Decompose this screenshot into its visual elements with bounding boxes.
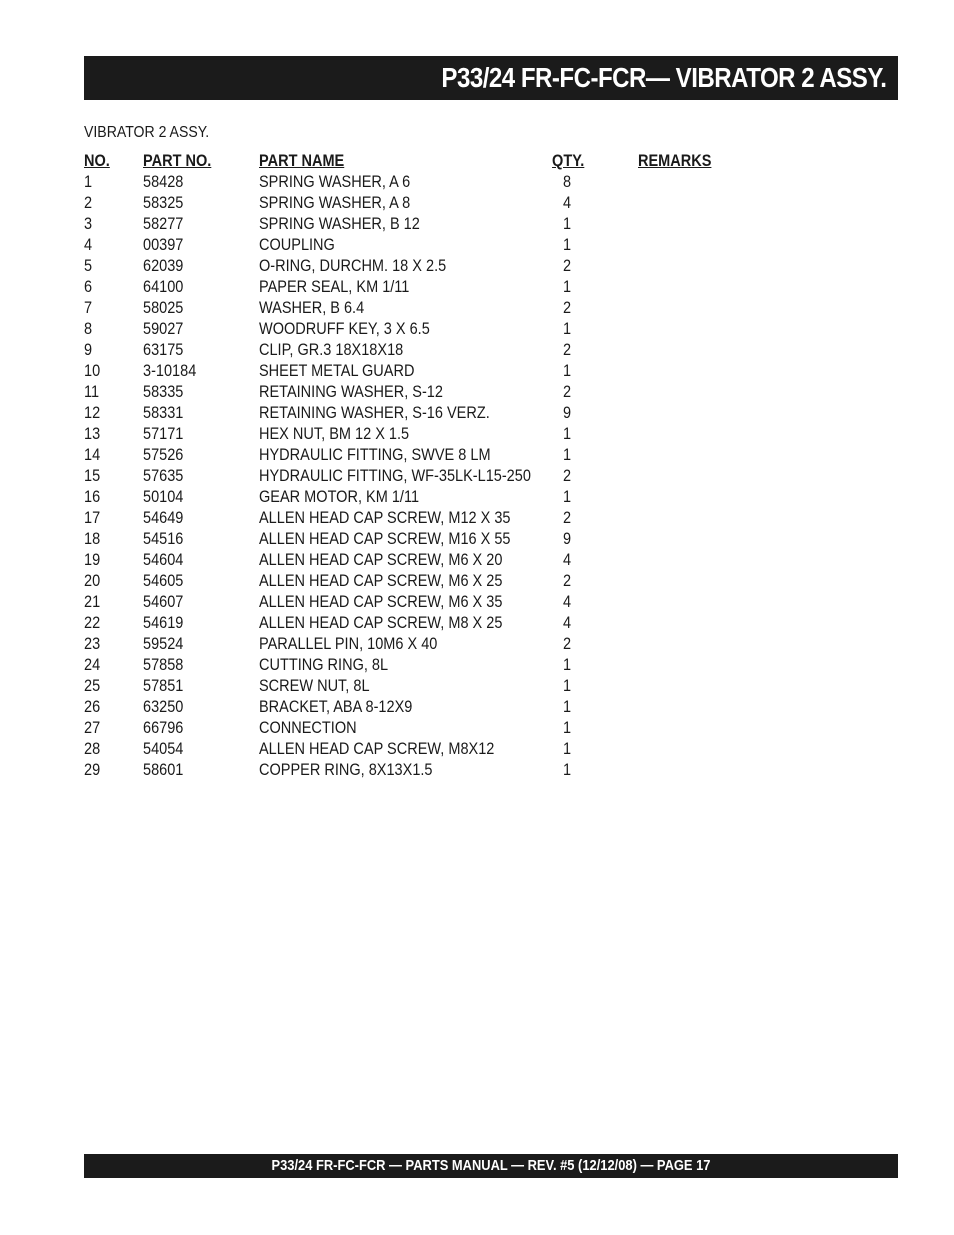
row-qty: 4 bbox=[562, 614, 572, 632]
row-part-no: 54649 bbox=[143, 509, 184, 527]
row-qty: 1 bbox=[562, 488, 572, 506]
row-part-no: 62039 bbox=[143, 257, 184, 275]
row-part-no: 54605 bbox=[143, 572, 184, 590]
row-no: 3 bbox=[84, 215, 93, 233]
column-header-part-name: PART NAME bbox=[259, 152, 345, 170]
row-no: 20 bbox=[84, 572, 101, 590]
row-part-no: 57635 bbox=[143, 467, 184, 485]
row-part-no: 3-10184 bbox=[143, 362, 197, 380]
row-no: 22 bbox=[84, 614, 101, 632]
row-qty: 2 bbox=[562, 299, 572, 317]
column-header-remarks: REMARKS bbox=[638, 152, 712, 170]
row-no: 4 bbox=[84, 236, 93, 254]
table-row bbox=[84, 172, 784, 193]
row-no: 10 bbox=[84, 362, 101, 380]
row-no: 2 bbox=[84, 194, 93, 212]
row-qty: 4 bbox=[562, 593, 572, 611]
column-header-no: NO. bbox=[84, 152, 110, 170]
row-no: 23 bbox=[84, 635, 101, 653]
row-part-name: PAPER SEAL, KM 1/11 bbox=[259, 278, 410, 296]
row-part-name: HYDRAULIC FITTING, SWVE 8 LM bbox=[259, 446, 491, 464]
table-row bbox=[84, 424, 784, 445]
row-no: 27 bbox=[84, 719, 101, 737]
row-part-name: RETAINING WASHER, S-12 bbox=[259, 383, 443, 401]
row-part-no: 54607 bbox=[143, 593, 184, 611]
row-no: 29 bbox=[84, 761, 101, 779]
table-body bbox=[84, 172, 784, 781]
row-part-no: 57851 bbox=[143, 677, 184, 695]
row-qty: 9 bbox=[562, 530, 572, 548]
row-no: 6 bbox=[84, 278, 93, 296]
row-no: 18 bbox=[84, 530, 101, 548]
table-row bbox=[84, 235, 784, 256]
table-row bbox=[84, 487, 784, 508]
row-qty: 4 bbox=[562, 551, 572, 569]
row-part-name: ALLEN HEAD CAP SCREW, M8X12 bbox=[259, 740, 495, 758]
row-qty: 1 bbox=[562, 362, 572, 380]
row-no: 13 bbox=[84, 425, 101, 443]
row-part-name: CONNECTION bbox=[259, 719, 357, 737]
row-part-no: 00397 bbox=[143, 236, 184, 254]
table-row bbox=[84, 739, 784, 760]
row-qty: 2 bbox=[562, 572, 572, 590]
row-no: 21 bbox=[84, 593, 101, 611]
table-row bbox=[84, 382, 784, 403]
table-row bbox=[84, 340, 784, 361]
row-no: 5 bbox=[84, 257, 93, 275]
table-row bbox=[84, 697, 784, 718]
row-qty: 1 bbox=[562, 740, 572, 758]
row-part-no: 57171 bbox=[143, 425, 184, 443]
row-part-no: 58277 bbox=[143, 215, 184, 233]
page-footer-bar bbox=[84, 1154, 898, 1178]
row-part-no: 57526 bbox=[143, 446, 184, 464]
row-part-no: 66796 bbox=[143, 719, 184, 737]
row-qty: 1 bbox=[562, 719, 572, 737]
row-part-no: 58331 bbox=[143, 404, 184, 422]
table-row bbox=[84, 277, 784, 298]
row-qty: 2 bbox=[562, 467, 572, 485]
row-no: 16 bbox=[84, 488, 101, 506]
row-part-no: 64100 bbox=[143, 278, 184, 296]
row-part-name: ALLEN HEAD CAP SCREW, M12 X 35 bbox=[259, 509, 511, 527]
table-row bbox=[84, 361, 784, 382]
table-row bbox=[84, 613, 784, 634]
row-part-no: 50104 bbox=[143, 488, 184, 506]
row-qty: 1 bbox=[562, 425, 572, 443]
column-header-qty: QTY. bbox=[552, 152, 585, 170]
column-header-part-no: PART NO. bbox=[143, 152, 212, 170]
row-part-name: CLIP, GR.3 18X18X18 bbox=[259, 341, 404, 359]
row-no: 11 bbox=[84, 383, 100, 401]
row-part-name: ALLEN HEAD CAP SCREW, M8 X 25 bbox=[259, 614, 503, 632]
row-qty: 8 bbox=[562, 173, 572, 191]
row-part-no: 54619 bbox=[143, 614, 184, 632]
row-part-no: 58335 bbox=[143, 383, 184, 401]
row-part-name: HYDRAULIC FITTING, WF-35LK-L15-250 bbox=[259, 467, 531, 485]
table-row bbox=[84, 634, 784, 655]
row-part-name: GEAR MOTOR, KM 1/11 bbox=[259, 488, 420, 506]
row-no: 7 bbox=[84, 299, 93, 317]
row-no: 19 bbox=[84, 551, 101, 569]
row-part-name: HEX NUT, BM 12 X 1.5 bbox=[259, 425, 410, 443]
row-part-no: 59027 bbox=[143, 320, 184, 338]
parts-table bbox=[84, 150, 784, 781]
row-part-no: 58025 bbox=[143, 299, 184, 317]
row-part-no: 63250 bbox=[143, 698, 184, 716]
row-qty: 2 bbox=[562, 635, 572, 653]
page-footer: P33/24 FR-FC-FCR — PARTS MANUAL — REV. #5 (12/12/08) — PAGE 17 bbox=[271, 1157, 711, 1174]
table-row bbox=[84, 445, 784, 466]
table-row bbox=[84, 760, 784, 781]
row-no: 24 bbox=[84, 656, 101, 674]
row-qty: 2 bbox=[562, 257, 572, 275]
row-qty: 1 bbox=[562, 698, 572, 716]
row-no: 15 bbox=[84, 467, 101, 485]
table-row bbox=[84, 298, 784, 319]
table-row bbox=[84, 214, 784, 235]
row-qty: 1 bbox=[562, 320, 572, 338]
table-row bbox=[84, 571, 784, 592]
table-row bbox=[84, 655, 784, 676]
row-no: 1 bbox=[84, 173, 93, 191]
row-qty: 4 bbox=[562, 194, 572, 212]
table-row bbox=[84, 718, 784, 739]
row-qty: 1 bbox=[562, 278, 572, 296]
row-part-name: COUPLING bbox=[259, 236, 335, 254]
row-part-name: SCREW NUT, 8L bbox=[259, 677, 370, 695]
table-row bbox=[84, 319, 784, 340]
row-qty: 2 bbox=[562, 509, 572, 527]
row-part-name: PARALLEL PIN, 10M6 X 40 bbox=[259, 635, 438, 653]
row-part-name: COPPER RING, 8X13X1.5 bbox=[259, 761, 433, 779]
row-qty: 1 bbox=[562, 236, 572, 254]
row-part-no: 59524 bbox=[143, 635, 184, 653]
table-row bbox=[84, 529, 784, 550]
row-part-name: CUTTING RING, 8L bbox=[259, 656, 389, 674]
row-part-no: 63175 bbox=[143, 341, 184, 359]
row-part-no: 54516 bbox=[143, 530, 184, 548]
row-qty: 1 bbox=[562, 761, 572, 779]
row-part-no: 54604 bbox=[143, 551, 184, 569]
table-row bbox=[84, 466, 784, 487]
row-no: 9 bbox=[84, 341, 93, 359]
row-part-no: 54054 bbox=[143, 740, 184, 758]
row-part-name: ALLEN HEAD CAP SCREW, M16 X 55 bbox=[259, 530, 511, 548]
row-part-name: SPRING WASHER, A 6 bbox=[259, 173, 411, 191]
table-row bbox=[84, 508, 784, 529]
row-no: 12 bbox=[84, 404, 101, 422]
row-part-name: ALLEN HEAD CAP SCREW, M6 X 20 bbox=[259, 551, 503, 569]
row-part-no: 58428 bbox=[143, 173, 184, 191]
table-row bbox=[84, 403, 784, 424]
row-part-name: SPRING WASHER, A 8 bbox=[259, 194, 411, 212]
row-part-no: 58601 bbox=[143, 761, 184, 779]
row-part-name: WASHER, B 6.4 bbox=[259, 299, 365, 317]
page-title-bar bbox=[84, 56, 898, 100]
row-no: 25 bbox=[84, 677, 101, 695]
row-qty: 2 bbox=[562, 341, 572, 359]
row-part-name: BRACKET, ABA 8-12X9 bbox=[259, 698, 413, 716]
row-no: 17 bbox=[84, 509, 101, 527]
row-qty: 9 bbox=[562, 404, 572, 422]
row-part-no: 58325 bbox=[143, 194, 184, 212]
row-part-no: 57858 bbox=[143, 656, 184, 674]
row-part-name: SHEET METAL GUARD bbox=[259, 362, 415, 380]
row-qty: 2 bbox=[562, 383, 572, 401]
row-part-name: SPRING WASHER, B 12 bbox=[259, 215, 420, 233]
table-row bbox=[84, 256, 784, 277]
row-qty: 1 bbox=[562, 446, 572, 464]
table-row bbox=[84, 592, 784, 613]
row-qty: 1 bbox=[562, 677, 572, 695]
table-header-row bbox=[84, 150, 784, 172]
table-row bbox=[84, 676, 784, 697]
table-row bbox=[84, 550, 784, 571]
row-no: 26 bbox=[84, 698, 101, 716]
table-row bbox=[84, 193, 784, 214]
row-qty: 1 bbox=[562, 656, 572, 674]
section-label: VIBRATOR 2 ASSY. bbox=[84, 124, 210, 141]
row-qty: 1 bbox=[562, 215, 572, 233]
row-part-name: WOODRUFF KEY, 3 X 6.5 bbox=[259, 320, 430, 338]
row-no: 28 bbox=[84, 740, 101, 758]
row-no: 14 bbox=[84, 446, 101, 464]
row-part-name: ALLEN HEAD CAP SCREW, M6 X 35 bbox=[259, 593, 503, 611]
row-part-name: ALLEN HEAD CAP SCREW, M6 X 25 bbox=[259, 572, 503, 590]
page-title: P33/24 FR-FC-FCR— VIBRATOR 2 ASSY. bbox=[441, 62, 886, 93]
row-no: 8 bbox=[84, 320, 93, 338]
row-part-name: RETAINING WASHER, S-16 VERZ. bbox=[259, 404, 490, 422]
row-part-name: O-RING, DURCHM. 18 X 2.5 bbox=[259, 257, 447, 275]
